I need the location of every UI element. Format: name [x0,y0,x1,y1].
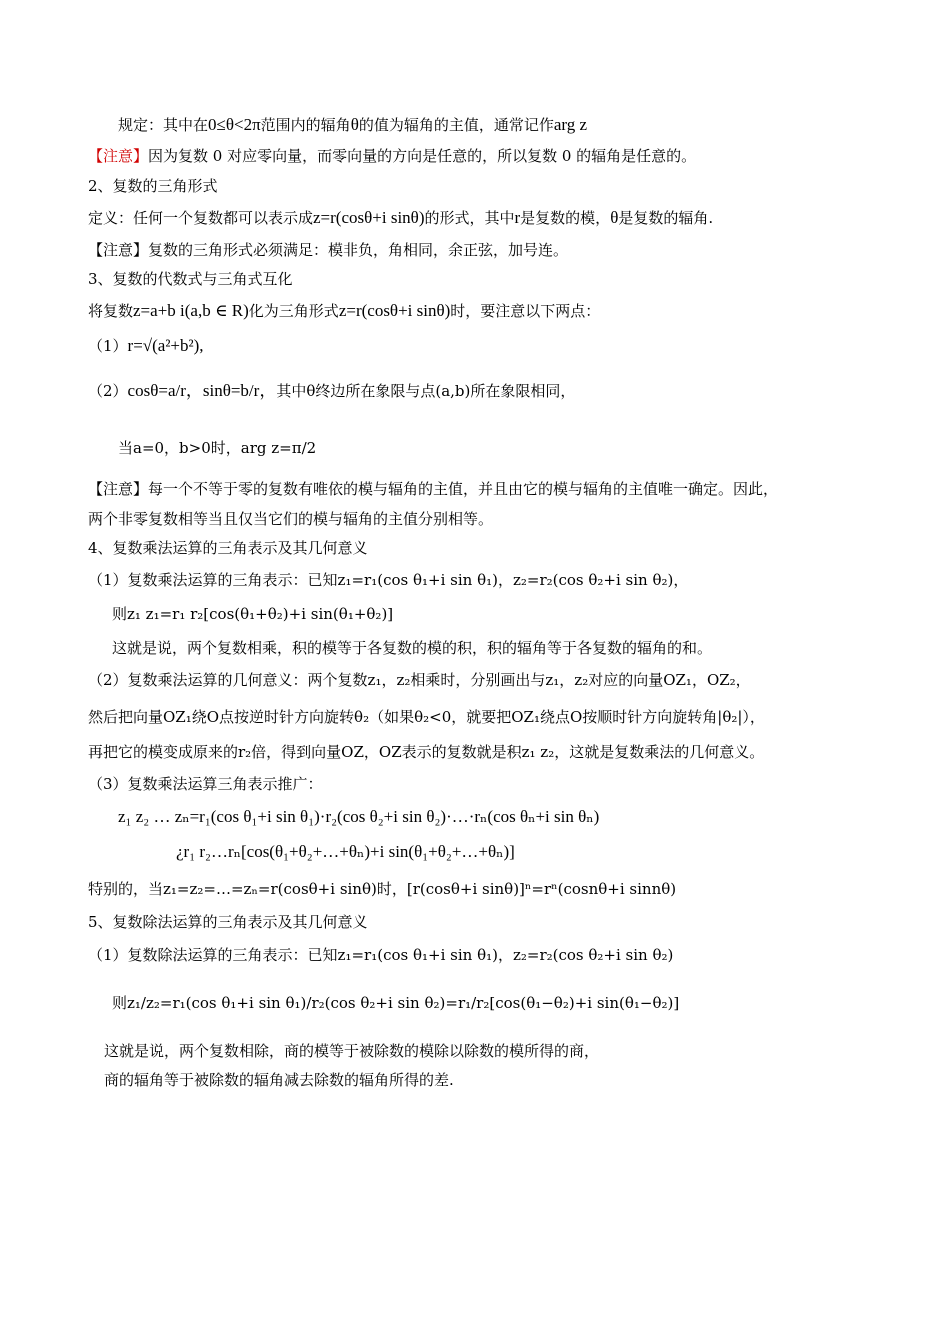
note-uniqueness-line-2: 两个非零复数相等当且仅当它们的模与辐角的主值分别相等。 [88,510,494,528]
note-label: 【注意】 [88,147,149,165]
division-given: （1）复数除法运算的三角表示：已知z₁=r₁(cos θ₁+i sin θ₁)，z₂=r₂(cos θ₂+i sin θ₂) [88,946,674,964]
conversion-intro: 将复数z=a+b i(a,b ∈ R)化为三角形式z=r(cosθ+i sinθ)时，要注意以下两点： [88,301,601,320]
multiplication-given: （1）复数乘法运算的三角表示：已知z₁=r₁(cos θ₁+i sin θ₁)，z₂=r₂(cos θ₂+i sin θ₂)， [88,571,689,589]
principal-value-rule: 规定：其中在0≤θ<2π范围内的辐角θ的值为辐角的主值，通常记作arg z [118,115,588,134]
multiplication-result: 则z₁ z₁=r₁ r₂[cos(θ₁+θ₂)+i sin(θ₁+θ₂)] [112,605,394,623]
de-moivre-special-case: 特别的，当z₁=z₂=…=zₙ=r(cosθ+i sinθ)时，[r(cosθ+i sinθ)]ⁿ=rⁿ(cosnθ+i sinnθ) [88,880,677,898]
generalization-formula-2: ¿r₁ r₂…rₙ[cos(θ₁+θ₂+…+θₙ)+i sin(θ₁+θ₂+…+θₙ)] [176,842,515,861]
conversion-item-angle: （2）cosθ=a/r，sinθ=b/r，其中θ终边所在象限与点(a,b)所在象限相同， [88,381,576,400]
special-case-pure-imaginary: 当a=0，b>0时，arg z=π/2 [118,439,317,457]
section-heading-4: 4、复数乘法运算的三角表示及其几何意义 [88,539,368,557]
multiplication-geometry-1: （2）复数乘法运算的几何意义：两个复数z₁，z₂相乘时，分别画出与z₁，z₂对应的向量OZ₁，OZ₂， [88,671,751,689]
division-explanation-2: 商的辐角等于被除数的辐角减去除数的辐角所得的差. [104,1071,454,1089]
division-explanation-1: 这就是说，两个复数相除，商的模等于被除数的模除以除数的模所得的商， [104,1042,600,1060]
multiplication-explanation: 这就是说，两个复数相乘，积的模等于各复数的模的积，积的辐角等于各复数的辐角的和。 [112,639,713,657]
note-uniqueness-line-1: 【注意】每一个不等于零的复数有唯依的模与辐角的主值，并且由它的模与辐角的主值唯一确定。因此， [88,480,779,498]
multiplication-geometry-3: 再把它的模变成原来的r₂倍，得到向量OZ，OZ表示的复数就是积z₁ z₂，这就是复数乘法的几何意义。 [88,743,765,761]
conversion-item-modulus: （1）r=√(a²+b²), [88,336,204,355]
division-result: 则z₁/z₂=r₁(cos θ₁+i sin θ₁)/r₂(cos θ₂+i sin θ₂)=r₁/r₂[cos(θ₁−θ₂)+i sin(θ₁−θ₂)] [112,994,680,1012]
note-trig-form-rules: 【注意】复数的三角形式必须满足：模非负，角相同，余正弦，加号连。 [88,241,569,259]
section-heading-5: 5、复数除法运算的三角表示及其几何意义 [88,913,368,931]
section-heading-3: 3、复数的代数式与三角式互化 [88,270,293,288]
generalization-formula-1: z₁ z₂ … zₙ=r₁(cos θ₁+i sin θ₁)·r₂(cos θ₂+i sin θ₂)·…·rₙ(cos θₙ+i sin θₙ) [118,807,600,826]
note-zero-argument: 【注意】因为复数 0 对应零向量，而零向量的方向是任意的，所以复数 0 的辐角是任意的。 [88,147,697,165]
multiplication-geometry-2: 然后把向量OZ₁绕O点按逆时针方向旋转θ₂（如果θ₂<0，就要把OZ₁绕点O按顺时针方向旋转角|θ₂|）， [88,708,765,726]
section-heading-2: 2、复数的三角形式 [88,177,218,195]
trig-form-definition: 定义：任何一个复数都可以表示成z=r(cosθ+i sinθ)的形式，其中r是复数的模，θ是复数的辐角. [88,208,714,227]
multiplication-generalization-heading: （3）复数乘法运算三角表示推广： [88,775,323,793]
